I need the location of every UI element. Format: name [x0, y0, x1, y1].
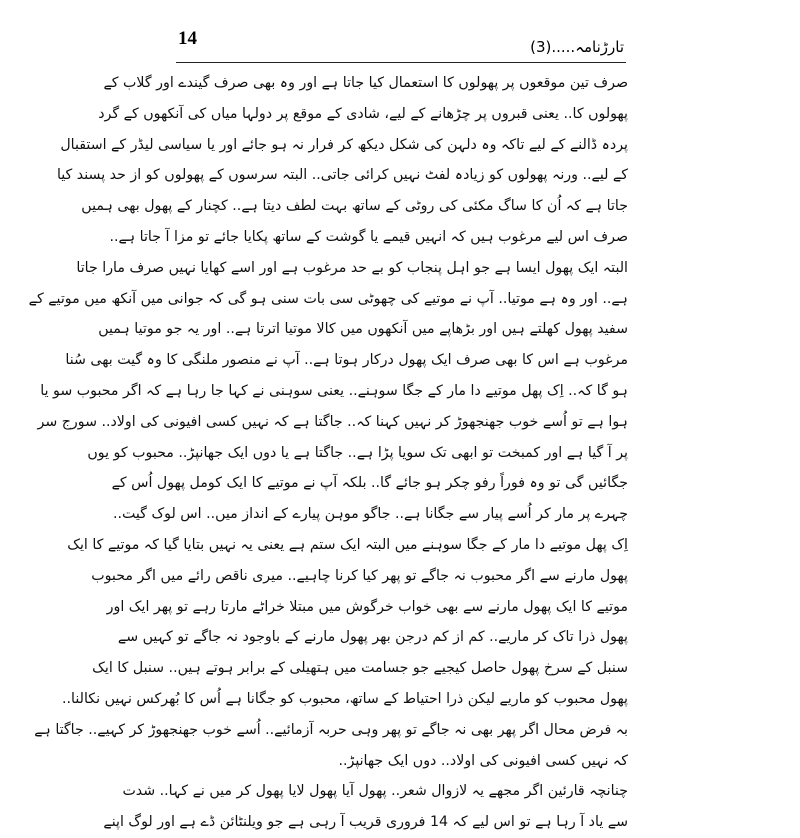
text-line: صرف تین موقعوں پر پھولوں کا استعمال کیا جاتا ہے اور وہ بھی صرف گیندے اور گلاب کے: [103, 75, 628, 91]
text-line: جگائیں گی تو وہ فوراً رفو چکر ہو جائے گا.. بلکہ آپ نے موتیے کا ایک کومل پھول اُس کے: [111, 475, 628, 492]
text-line: سفید پھول کھلتے ہیں اور بڑھاپے میں آنکھوں میں کالا موتیا اترتا ہے.. اور یہ جو موتیا ہمیں: [98, 321, 628, 338]
header-rule: [176, 62, 626, 63]
text-line: پھولوں کا.. یعنی قبروں پر چڑھانے کے لیے، شادی کے موقع پر دولہا میاں کی آنکھوں کے گرد: [98, 105, 628, 122]
text-line: چنانچہ قارئین اگر مجھے یہ لازوال شعر.. پھول آیا پھول لایا پھول کر میں نے کہا.. شدت: [122, 783, 628, 800]
text-line: البتہ ایک پھول ایسا ہے جو اہل پنجاب کو بے حد مرغوب ہے اور اسے کھایا نہیں صرف مارا جاتا: [76, 259, 628, 276]
text-line: سے یاد آ رہا ہے تو اس لیے کہ 14 فروری قریب آ رہی ہے جو ویلنٹائن ڈے ہے اور لوگ اپنے: [103, 814, 628, 831]
text-line: ہے.. اور وہ ہے موتیا.. آپ نے موتیے کی چھوٹی سی بات سنی ہو گی کہ جوانی میں آنکھ میں موتیے کے: [28, 290, 628, 307]
text-line: مرغوب ہے اس کا بھی صرف ایک پھول درکار ہوتا ہے.. آپ نے منصور ملنگی کا وہ گیت بھی سُنا: [65, 352, 628, 369]
text-line: موتیے کا ایک پھول مارنے سے بھی خواب خرگوش میں مبتلا خراٹے مارتا رہے تو پھر ایک اور: [106, 598, 628, 615]
text-line: پھول ذرا تاک کر ماریے.. کم از کم درجن بھر پھول مارنے کے باوجود نہ جاگے تو کہیں سے: [117, 629, 628, 646]
text-line: ہو گا کہ.. اِک پھل موتیے دا مار کے جگا سوہنے.. یعنی سوہنی نے کہا جا رہا ہے کہ اگر محبوب سو یا: [40, 382, 628, 399]
body-text: [28, 68, 628, 838]
text-line: بہ فرض محال اگر پھر بھی نہ جاگے تو پھر وہی حربہ آزمائیے.. اُسے خوب جھنجھوڑ کر کہیے.. جاگتا ہے: [34, 721, 628, 738]
text-line: سنبل کے سرخ پھول حاصل کیجیے جو جسامت میں ہتھیلی کے برابر ہوتے ہیں.. سنبل کا ایک: [92, 660, 628, 677]
text-line: چہرے پر مار کر اُسے پیار سے جگانا ہے.. جاگو موہن پیارے کے انداز میں.. اس لوک گیت..: [112, 506, 628, 523]
text-line: پر آ گیا ہے اور کمبخت تو ابھی تک سویا پڑا ہے.. جاگتا ہے یا دوں ایک جھانپڑ.. محبوب کو یوں: [87, 444, 628, 461]
text-line: کہ نہیں کسی افیونی کی اولاد.. دوں ایک جھانپڑ..: [338, 752, 628, 769]
page-number: 14: [178, 28, 197, 49]
text-line: ہوا ہے تو اُسے خوب جھنجھوڑ کر نہیں کہنا کہ.. جاگتا ہے کہ نہیں کسی افیونی کی اولاد.. سورج سر: [37, 413, 628, 430]
text-line: کے لیے.. ورنہ پھولوں کو زیادہ لفٹ نہیں کرائی جاتی.. البتہ سرسوں کے پھولوں کو از حد پسند کیا: [56, 167, 628, 184]
text-line: پھول مارنے سے اگر محبوب نہ جاگے تو پھر کیا کرنا چاہیے.. میری ناقص رائے میں اگر محبوب: [91, 567, 628, 584]
running-head: تارڑنامہ.....(3): [530, 38, 624, 56]
text-line: اِک پھل موتیے دا مار کے جگا سوہنے میں البتہ ایک ستم ہے یعنی یہ نہیں بتایا گیا کہ موتیے کا ایک: [67, 536, 628, 553]
text-line: جاتا ہے کہ اُن کا ساگ مکئی کی روٹی کے ساتھ بہت لطف دیتا ہے.. کچنار کے پھول بھی ہمیں: [81, 198, 628, 215]
text-line: صرف اس لیے مرغوب ہیں کہ انہیں قیمے یا گوشت کے ساتھ پکایا جائے تو مزا آ جاتا ہے..: [109, 228, 628, 245]
text-line: پھول محبوب کو ماریے لیکن ذرا احتیاط کے ساتھ، محبوب کو جگانا ہے اُس کا بُھرکس نہیں نکالنا..: [62, 690, 628, 707]
text-line: پردہ ڈالنے کے لیے تاکہ وہ دلہن کی شکل دیکھ کر فرار نہ ہو جائے اور یا سیاسی لیڈر کے استقبال: [60, 136, 628, 153]
